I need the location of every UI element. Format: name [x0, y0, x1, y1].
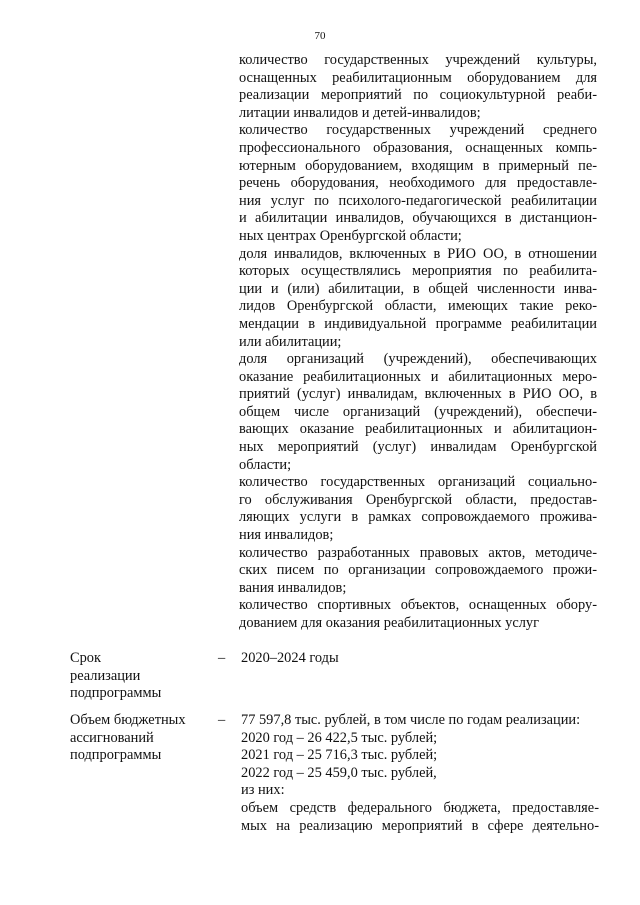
indicator-line: вающих оказание реабилитационных и абилитацион- [239, 421, 597, 438]
indicator-line: ных центрах Оренбургской области; [239, 227, 462, 244]
indicator-line: количество государственных учреждений культуры, [239, 52, 597, 68]
budget-year-line: 2022 год – 25 459,0 тыс. рублей, [241, 764, 437, 781]
indicators-list [239, 52, 597, 633]
indicator-line: области; [239, 456, 292, 473]
term-label-line: подпрограммы [70, 685, 162, 702]
budget-tail-line: объем средств федерального бюджета, предоставляе- [241, 800, 599, 816]
indicator-line: количество государственных учреждений среднего [239, 122, 597, 139]
indicator-line: ютерным оборудованием, входящим в примерный пе- [239, 157, 597, 174]
budget-year-line: 2020 год – 26 422,5 тыс. рублей; [241, 729, 438, 746]
indicator-line: и абилитации инвалидов, обучающихся в дистанцион- [239, 210, 597, 227]
budget-of-them: из них: [241, 782, 285, 799]
term-label-line: реализации [70, 667, 141, 684]
budget-label-line: Объем бюджетных [70, 712, 186, 728]
indicator-line: лидов Оренбургской области, имеющих такие реко- [239, 298, 597, 315]
indicator-line: мендации в индивидуальной программе реабилитации [239, 315, 597, 332]
term-value-text: 2020–2024 годы [241, 650, 339, 666]
budget-year-line: 2021 год – 25 716,3 тыс. рублей; [241, 747, 438, 764]
indicator-line: ских писем по организации сопровождаемого прожи- [239, 562, 597, 579]
indicator-line: количество спортивных объектов, оснащенных обору- [239, 597, 597, 614]
page-number: 70 [314, 30, 326, 42]
budget-tail-line: мых на реализацию мероприятий в сфере деятельно- [241, 817, 599, 834]
indicator-line: реализации мероприятий по социокультурной реаби- [239, 87, 597, 104]
indicator-line: ния услуг по психолого-педагогической реабилитации [239, 192, 597, 209]
indicator-line: количество разработанных правовых актов, методиче- [239, 544, 597, 561]
indicator-line: ния инвалидов; [239, 527, 334, 544]
indicator-line: дованием для оказания реабилитационных услуг [239, 615, 539, 631]
term-label-line: Срок [70, 650, 101, 666]
indicator-line: ции и (или) абилитации, в общей численности инва- [239, 280, 597, 297]
indicator-line: оказание реабилитационных и абилитационных меро- [239, 368, 597, 385]
indicator-line: доля инвалидов, включенных в РИО ОО, в отношении [239, 245, 597, 262]
term-dash: – [218, 650, 226, 666]
budget-federal-text [241, 800, 599, 835]
term-value [241, 650, 599, 668]
indicator-line: речень оборудования, необходимого для предоставле- [239, 175, 597, 192]
budget-total-line: 77 597,8 тыс. рублей, в том числе по годам реализации: [241, 712, 581, 728]
indicator-line: ных мероприятий (услуг) инвалидам Оренбургской [239, 439, 597, 456]
indicator-line: профессионального образования, оснащенных компь- [239, 139, 597, 156]
indicator-line: вания инвалидов; [239, 579, 347, 596]
indicator-line: которых осуществлялись мероприятия по реабилита- [239, 263, 597, 280]
indicator-line: количество государственных организаций социально- [239, 474, 597, 491]
indicator-line: или абилитации; [239, 333, 342, 350]
indicator-line: литации инвалидов и детей-инвалидов; [239, 104, 481, 121]
indicator-line: оснащенных реабилитационным оборудованием для [239, 69, 597, 86]
budget-value [241, 712, 599, 800]
indicator-line: приятий (услуг) инвалидам, включенных в РИО ОО, в [239, 386, 597, 403]
indicator-line: общем числе организаций (учреждений), обеспечи- [239, 403, 597, 420]
budget-label-line: подпрограммы [70, 747, 162, 764]
budget-dash: – [218, 712, 226, 728]
term-label [70, 650, 210, 703]
indicator-line: ляющих услуги в рамках сопровождаемого прожива- [239, 509, 597, 526]
indicator-line: го обслуживания Оренбургской области, предостав- [239, 491, 597, 508]
budget-label-line: ассигнований [70, 729, 154, 746]
budget-label [70, 712, 210, 765]
indicator-line: доля организаций (учреждений), обеспечивающих [239, 351, 597, 368]
